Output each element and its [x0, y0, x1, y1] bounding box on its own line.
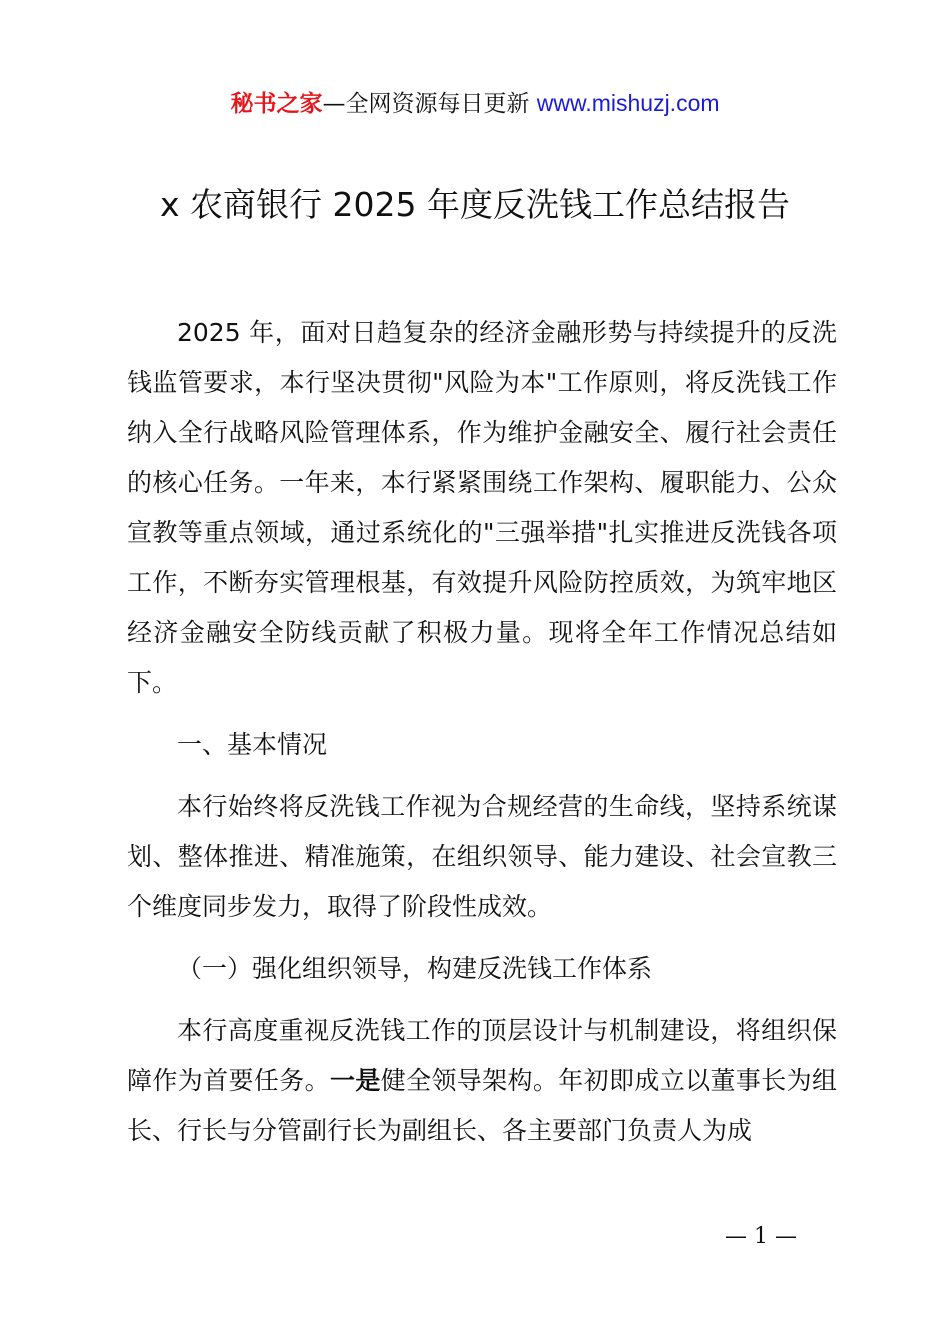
brand-name: 秘书之家	[230, 91, 323, 117]
document-body	[127, 308, 837, 1156]
header-tagline: —全网资源每日更新	[322, 91, 537, 117]
subsection-paragraph	[127, 1006, 837, 1156]
section-heading-basic-situation: 一、基本情况	[177, 730, 328, 759]
page-header	[0, 86, 950, 121]
subsection-heading-organization: （一）强化组织领导，构建反洗钱工作体系	[177, 954, 653, 983]
bold-enumerator: 一是	[329, 1066, 381, 1095]
page-number: — 1 —	[725, 1224, 797, 1249]
paragraph-text-end: 健全领导架构。年初即成立以董事长为组长、行长与分管副行长为副组长、各主要部门负责人为成	[127, 1066, 837, 1145]
site-url-link[interactable]: www.mishuzj.com	[536, 90, 720, 116]
section-paragraph: 本行始终将反洗钱工作视为合规经营的生命线，坚持系统谋划、整体推进、精准施策，在组织领导、能力建设、社会宣教三个维度同步发力，取得了阶段性成效。	[127, 792, 837, 921]
paragraph-text-start: 本行高度重视反洗钱工作的顶层设计与机制建设，将组织保障作为首要任务。	[127, 1016, 837, 1095]
intro-paragraph: 2025 年，面对日趋复杂的经济金融形势与持续提升的反洗钱监管要求，本行坚决贯彻"风险为本"工作原则，将反洗钱工作纳入全行战略风险管理体系，作为维护金融安全、履行社会责任的核心任务。一年来，本行紧紧围绕工作架构、履职能力、公众宣教等重点领域，通过系统化的"三强举措"扎实推进反洗钱各项工作，不断夯实管理根基，有效提升风险防控质效，为筑牢地区经济金融安全防线贡献了积极力量。现将全年工作情况总结如下。	[127, 318, 837, 697]
document-title: x 农商银行 2025 年度反洗钱工作总结报告	[160, 185, 790, 224]
